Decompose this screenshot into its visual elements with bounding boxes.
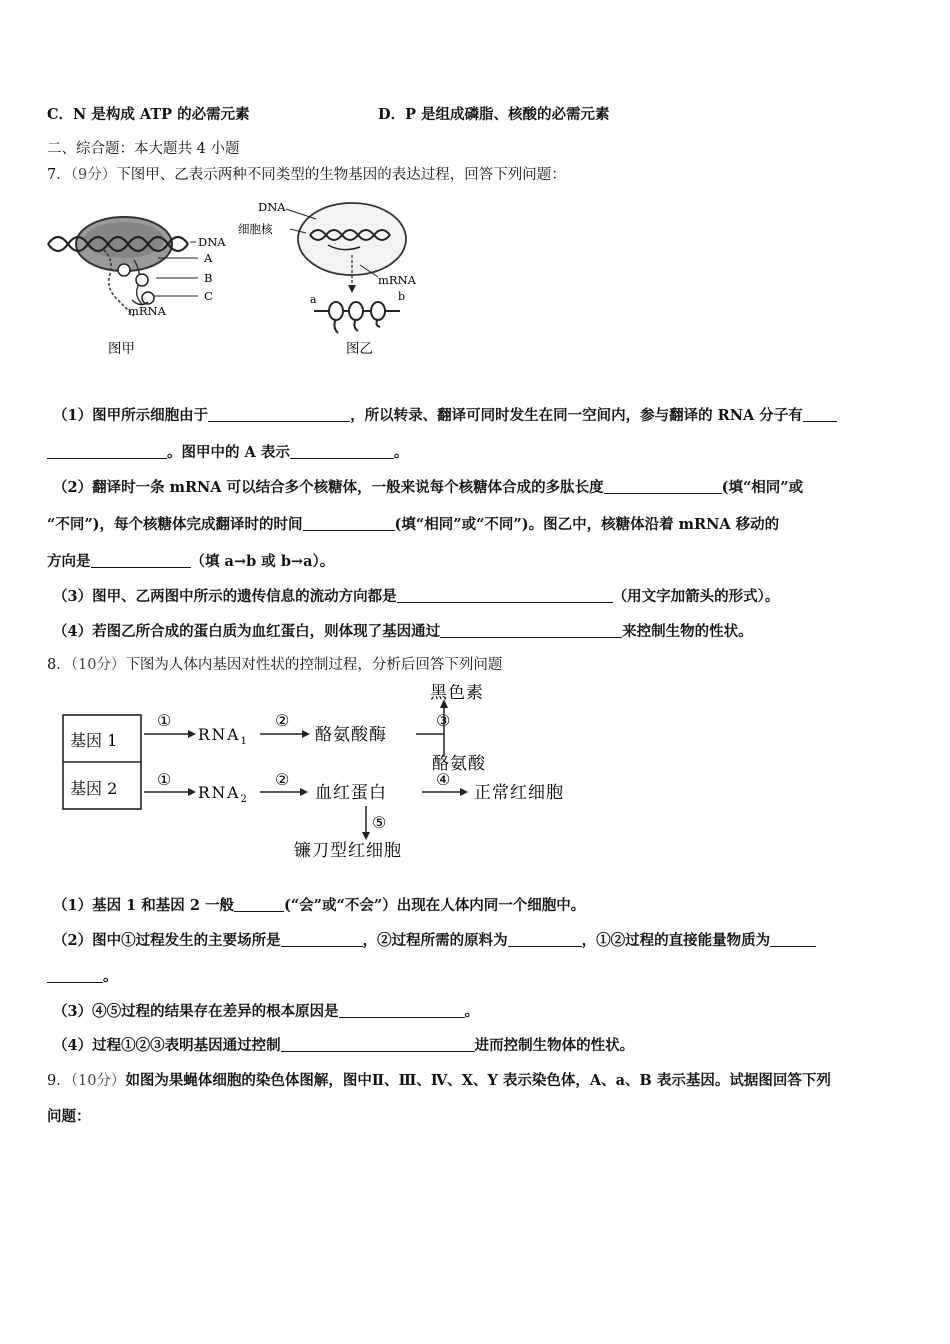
q7-blank-4[interactable] xyxy=(604,478,722,494)
gene2-label: 基因 2 xyxy=(70,779,118,798)
q7-blank-2[interactable] xyxy=(803,406,837,422)
q8-part4: （4）过程①②③表明基因通过控制 进而控制生物体的性状。 xyxy=(53,1037,635,1054)
q7-blank-2b[interactable] xyxy=(47,443,167,459)
step4: ④ xyxy=(436,770,451,789)
rna2-label xyxy=(198,784,249,805)
figure-yi xyxy=(232,195,432,365)
q8-part2-line1: （2）图中①过程发生的主要场所是 ，②过程所需的原料为 ，①②过程的直接能量物质为 xyxy=(53,929,816,950)
step3: ③ xyxy=(436,711,451,730)
q8-blank-4b[interactable] xyxy=(47,967,103,983)
rna2-text: RNA xyxy=(198,784,241,802)
option-d: D．P 是组成磷脂、核酸的必需元素 xyxy=(378,106,610,123)
q8-stem xyxy=(47,653,502,674)
jia-label-mrna: mRNA xyxy=(128,304,166,318)
q9-stem-text: 如图为果蝇体细胞的染色体图解，图中Ⅱ、Ⅲ、Ⅳ、X、Y 表示染色体，A、a、B 表示基因。试据图回答下列 xyxy=(125,1072,831,1089)
q7-blank-3[interactable] xyxy=(290,443,394,459)
enzyme-label: 酪氨酸酶 xyxy=(315,725,387,745)
q8-stem-text: 下图为人体内基因对性状的控制过程，分析后回答下列问题 xyxy=(125,657,503,673)
q9-stem xyxy=(47,1069,831,1090)
option-c: C．N 是构成 ATP 的必需元素 xyxy=(47,106,250,123)
q8-blank-2[interactable] xyxy=(281,931,363,947)
rna1-sub: 1 xyxy=(240,736,249,747)
jia-caption: 图甲 xyxy=(108,341,135,357)
q8-part1: （1）基因 1 和基因 2 一般 (“会”或“不会”）出现在人体内同一个细胞中。 xyxy=(53,897,586,914)
step2-row1: ② xyxy=(275,711,290,730)
figure-jia xyxy=(44,200,244,365)
rna1-text: RNA xyxy=(198,726,241,744)
q7-part1-line1: （1）图甲所示细胞由于 ，所以转录、翻译可同时发生在同一空间内，参与翻译的 RNA 分子有 xyxy=(53,404,837,425)
q8-blank-1[interactable] xyxy=(234,896,284,912)
q7-part2-line3: 方向是 （填 a→b 或 b→a）。 xyxy=(47,553,335,570)
q9-number: 9． xyxy=(47,1073,71,1089)
tyrosine-label: 酪氨酸 xyxy=(432,754,486,774)
q7-part2-line1: （2）翻译时一条 mRNA 可以结合多个核糖体，一般来说每个核糖体合成的多肽长度 (填“相同”或 xyxy=(53,479,804,496)
q7-stem-text: 下图甲、乙表示两种不同类型的生物基因的表达过程，回答下列问题： xyxy=(116,167,566,183)
rna2-sub: 2 xyxy=(240,794,249,805)
q8-blank-4[interactable] xyxy=(770,931,816,947)
q7-blank-6[interactable] xyxy=(91,552,191,568)
yi-ribosome-1 xyxy=(329,302,343,320)
yi-ribosome-2 xyxy=(349,302,363,320)
jia-label-c: C xyxy=(204,289,213,303)
gene1-label: 基因 1 xyxy=(70,731,118,750)
q7-number: 7． xyxy=(47,167,71,183)
yi-ribosome-3 xyxy=(371,302,385,320)
q7-blank-5[interactable] xyxy=(303,515,395,531)
q8-blank-6[interactable] xyxy=(281,1036,475,1052)
jia-ribosome-2 xyxy=(136,274,148,286)
yi-label-b: b xyxy=(398,290,406,303)
q8-number: 8． xyxy=(47,657,71,673)
q7-part3: （3）图甲、乙两图中所示的遗传信息的流动方向都是 （用文字加箭头的形式）。 xyxy=(53,588,780,605)
jia-label-b: B xyxy=(204,271,213,285)
q8-points: （10分） xyxy=(70,657,126,673)
hemoglobin-label: 血红蛋白 xyxy=(315,783,387,803)
section-title: 二、综合题：本大题共 4 小题 xyxy=(47,141,240,157)
q8-part2-line2: 。 xyxy=(47,965,118,986)
q7-points: （9分） xyxy=(70,167,117,183)
q7-part1-line2: 。图甲中的 A 表示 。 xyxy=(47,441,408,462)
q7-part4: （4）若图乙所合成的蛋白质为血红蛋白，则体现了基因通过 来控制生物的性状。 xyxy=(53,623,753,640)
normal-rbc-label: 正常红细胞 xyxy=(474,783,564,803)
melanin-label: 黑色素 xyxy=(430,684,484,703)
rna1-label xyxy=(198,726,249,747)
q9-points: （10分） xyxy=(70,1073,126,1089)
step1-row1: ① xyxy=(157,711,172,730)
step5: ⑤ xyxy=(372,813,387,832)
yi-caption: 图乙 xyxy=(346,341,373,357)
yi-label-nucleus: 细胞核 xyxy=(238,222,273,236)
yi-label-dna: DNA xyxy=(258,200,286,214)
sickle-rbc-label: 镰刀型红细胞 xyxy=(294,841,402,861)
q8-diagram xyxy=(60,684,620,864)
q7-stem xyxy=(47,163,566,184)
step1-row2: ① xyxy=(157,770,172,789)
q7-part2-line2: “不同”)，每个核糖体完成翻译时的时间 (填“相同”或“不同”)。图乙中，核糖体沿着 mRNA 移动的 xyxy=(47,516,780,533)
yi-label-a: a xyxy=(310,293,317,306)
q8-blank-3[interactable] xyxy=(508,931,582,947)
yi-label-mrna: mRNA xyxy=(378,273,416,287)
step2-row2: ② xyxy=(275,770,290,789)
q7-blank-7[interactable] xyxy=(397,587,613,603)
q8-part3: （3）④⑤过程的结果存在差异的根本原因是 。 xyxy=(53,1003,480,1020)
jia-label-dna: DNA xyxy=(198,235,226,249)
q8-blank-5[interactable] xyxy=(339,1002,465,1018)
q7-blank-1[interactable] xyxy=(208,406,350,422)
jia-label-a: A xyxy=(204,251,213,265)
q7-blank-8[interactable] xyxy=(440,622,622,638)
q9-stem-line2: 问题： xyxy=(47,1108,91,1125)
jia-ribosome-1 xyxy=(118,264,130,276)
